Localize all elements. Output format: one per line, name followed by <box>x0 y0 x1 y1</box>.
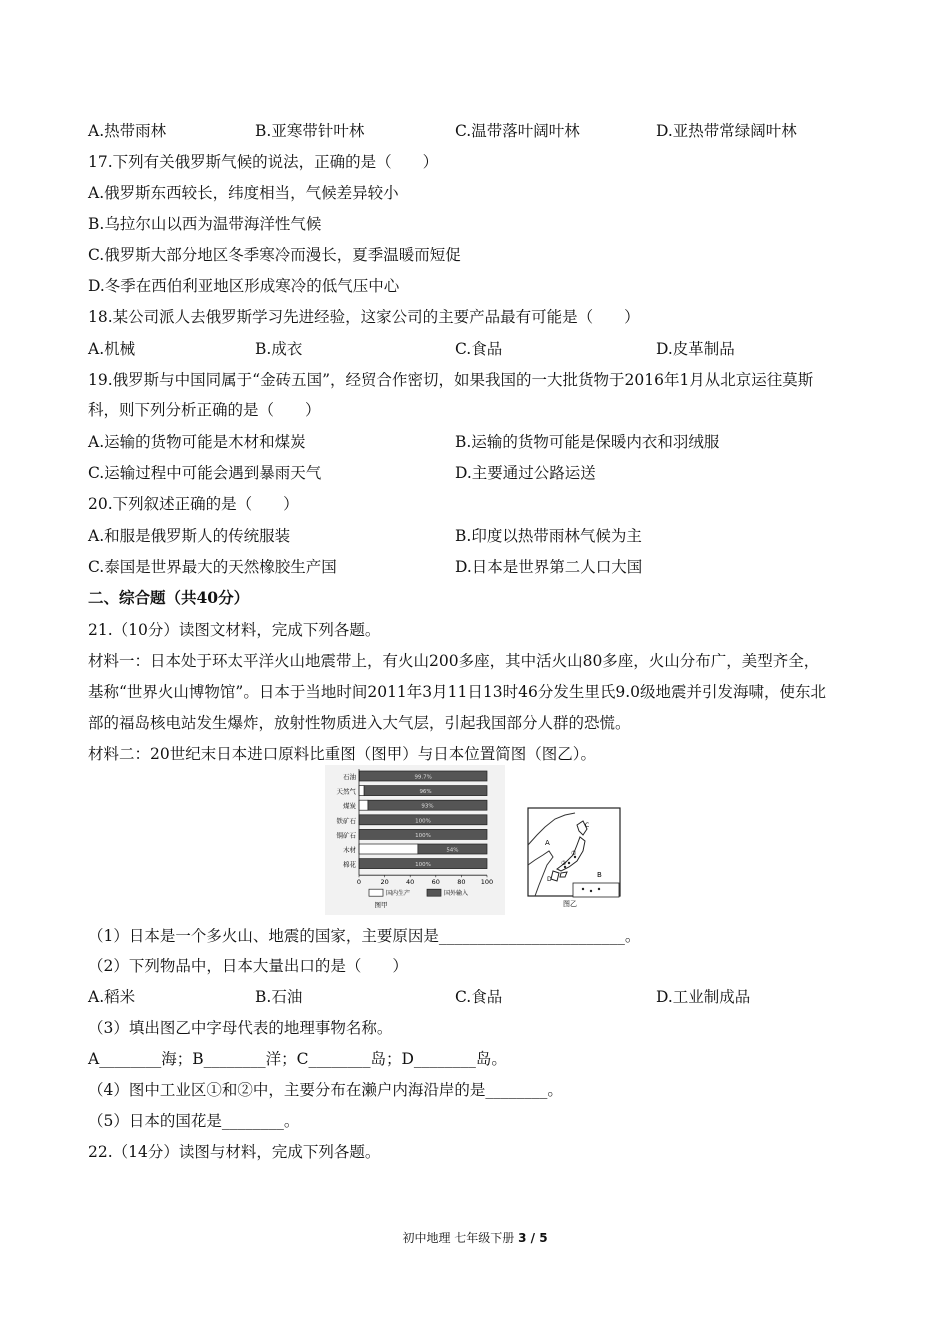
q18-stem: 18.某公司派人去俄罗斯学习先进经验，这家公司的主要产品最有可能是（ ） <box>88 308 640 326</box>
chart-title: 图甲 <box>374 901 388 910</box>
bar-value-label: 100% <box>415 818 431 825</box>
q20-option-c: C.泰国是世界最大的天然橡胶生产国 <box>88 558 337 576</box>
q21-stem: 21.（10分）读图文材料，完成下列各题。 <box>88 621 381 639</box>
x-tick-label: 80 <box>457 878 466 887</box>
industrial-dot <box>568 862 570 864</box>
bar-value-label: 100% <box>415 862 431 869</box>
x-tick-label: 40 <box>406 878 415 887</box>
page-footer <box>0 1229 950 1246</box>
q21-sub4: （4）图中工业区①和②中，主要分布在濑户内海沿岸的是________。 <box>88 1081 563 1099</box>
q20-stem: 20.下列叙述正确的是（ ） <box>88 495 299 513</box>
kyushu-shape <box>551 871 559 881</box>
q18-option-c: C.食品 <box>455 340 503 358</box>
bar-domestic <box>359 786 364 796</box>
q16-option-d: D.亚热带常绿阔叶林 <box>656 122 797 140</box>
category-label: 铜矿石 <box>336 831 356 840</box>
map-caption: 图乙 <box>563 900 577 908</box>
legend-swatch-domestic <box>369 889 383 896</box>
q21-sub3: （3）填出图乙中字母代表的地理事物名称。 <box>88 1019 393 1037</box>
q21-sub2-option-c: C.食品 <box>455 988 503 1006</box>
bar-value-label: 100% <box>415 832 431 839</box>
map-label-a: A <box>545 839 550 847</box>
category-label: 铁矿石 <box>336 816 356 825</box>
q21-sub1: （1）日本是一个多火山、地震的国家，主要原因是________________________。 <box>88 927 641 945</box>
q21-sub3-blanks: A________海；B________洋；C________岛；D________岛。 <box>88 1050 507 1068</box>
q19-option-d: D.主要通过公路运送 <box>455 464 596 482</box>
q19-option-a: A.运输的货物可能是木材和煤炭 <box>88 433 306 451</box>
map-label-b: B <box>597 871 602 879</box>
q21-sub2: （2）下列物品中，日本大量出口的是（ ） <box>88 957 408 975</box>
bar-value-label: 54% <box>446 847 459 854</box>
category-label: 石油 <box>343 773 356 781</box>
bar-value-label: 93% <box>421 803 434 810</box>
x-tick-label: 60 <box>431 878 440 887</box>
q20-option-a: A.和服是俄罗斯人的传统服装 <box>88 527 291 545</box>
q17-option-b: B.乌拉尔山以西为温带海洋性气候 <box>88 215 322 233</box>
q21-material1-line3: 部的福岛核电站发生爆炸，放射性物质进入大气层，引起我国部分人群的恐慌。 <box>88 714 631 732</box>
q18-option-a: A.机械 <box>88 340 136 358</box>
q17-option-c: C.俄罗斯大部分地区冬季寒冷而漫长，夏季温暖而短促 <box>88 246 461 264</box>
map-label-c: C <box>585 822 590 829</box>
category-label: 木材 <box>343 846 356 854</box>
q21-sub2-option-a: A.稻米 <box>88 988 136 1006</box>
q21-material2: 材料二：20世纪末日本进口原料比重图（图甲）与日本位置简图（图乙）。 <box>88 745 596 763</box>
bar-domestic <box>359 844 418 854</box>
bar-domestic <box>359 800 368 810</box>
legend-swatch-import <box>427 889 441 896</box>
import-ratio-chart <box>325 765 505 915</box>
inset-box <box>573 883 619 897</box>
q19-stem-line2: 科，则下列分析正确的是（ ） <box>88 401 321 419</box>
map-label-d: D <box>547 876 552 883</box>
q21-material1-line2: 基称“世界火山博物馆”。日本于当地时间2011年3月11日13时46分发生里氏9.0级地震并引发海啸，使东北 <box>88 683 826 701</box>
category-label: 天然气 <box>336 787 356 796</box>
q16-option-c: C.温带落叶阔叶林 <box>455 122 580 140</box>
q19-stem-line1: 19.俄罗斯与中国同属于“金砖五国”，经贸合作密切，如果我国的一大批货物于2016年1月从北京运往莫斯 <box>88 371 814 389</box>
inset-dot <box>590 890 592 892</box>
x-tick-label: 100 <box>480 878 494 887</box>
q17-option-a: A.俄罗斯东西较长，纬度相当，气候差异较小 <box>88 184 399 202</box>
legend-label-import: 国外输入 <box>444 890 469 898</box>
q20-option-b: B.印度以热带雨林气候为主 <box>455 527 642 545</box>
map-label-r1: ① <box>571 850 577 857</box>
q21-sub2-option-b: B.石油 <box>255 988 303 1006</box>
q16-option-b: B.亚寒带针叶林 <box>255 122 365 140</box>
section-title: 二、综合题（共40分） <box>88 588 250 607</box>
q16-option-a: A.热带雨林 <box>88 122 167 140</box>
x-tick-label: 0 <box>356 878 362 887</box>
bar-value-label: 96% <box>419 789 432 796</box>
q21-sub5: （5）日本的国花是________。 <box>88 1112 300 1130</box>
q17-option-d: D.冬季在西伯利亚地区形成寒冷的低气压中心 <box>88 277 400 295</box>
q22-stem: 22.（14分）读图与材料，完成下列各题。 <box>88 1143 381 1161</box>
q20-option-d: D.日本是世界第二人口大国 <box>455 558 643 576</box>
footer-subject: 初中地理 七年级下册 <box>402 1231 515 1245</box>
page-number: 3 / 5 <box>518 1231 548 1245</box>
map-label-r2: ② <box>561 860 567 867</box>
q19-option-b: B.运输的货物可能是保暖内衣和羽绒服 <box>455 433 720 451</box>
q17-stem: 17.下列有关俄罗斯气候的说法，正确的是（ ） <box>88 153 439 171</box>
q18-option-d: D.皮革制品 <box>656 340 735 358</box>
q18-option-b: B.成衣 <box>255 340 303 358</box>
x-tick-label: 20 <box>380 878 389 887</box>
category-label: 棉花 <box>343 860 356 869</box>
legend-label-domestic: 国内生产 <box>386 890 411 898</box>
inset-dot <box>582 888 584 890</box>
bar-value-label: 99.7% <box>414 774 432 781</box>
japan-location-map <box>525 805 625 910</box>
category-label: 煤炭 <box>343 802 356 811</box>
q19-option-c: C.运输过程中可能会遇到暴雨天气 <box>88 464 322 482</box>
q21-material1-line1: 材料一：日本处于环太平洋火山地震带上，有火山200多座，其中活火山80多座，火山分布广，美型齐全， <box>88 652 820 670</box>
q21-sub2-option-d: D.工业制成品 <box>656 988 751 1006</box>
inset-dot <box>598 888 600 890</box>
